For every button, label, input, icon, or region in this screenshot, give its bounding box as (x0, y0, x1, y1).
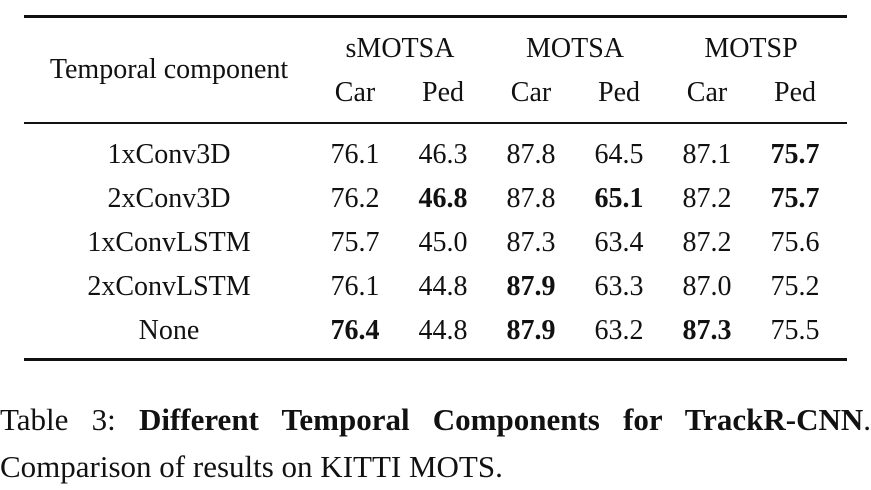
header-subcol: Car (334, 77, 376, 108)
row-label: 1xConv3D (107, 139, 231, 170)
table-bottom-rule (24, 358, 847, 361)
table-cell: 46.3 (418, 139, 468, 170)
table-cell: 63.3 (594, 271, 644, 302)
table-cell: 87.8 (506, 183, 556, 214)
table-cell: 63.2 (594, 315, 644, 346)
header-group-motsp: MOTSP (704, 33, 798, 64)
table-cell: 87.3 (682, 315, 732, 346)
row-label: 2xConvLSTM (87, 271, 251, 302)
table-cell: 87.9 (506, 315, 556, 346)
table-cell: 87.9 (506, 271, 556, 302)
row-label: None (138, 315, 200, 346)
table-cell: 65.1 (594, 183, 644, 214)
table-mid-rule (24, 122, 847, 124)
table-cell: 63.4 (594, 227, 644, 258)
table-cell: 64.5 (594, 139, 644, 170)
header-subcol: Ped (774, 77, 816, 108)
header-subcol: Ped (598, 77, 640, 108)
table-cell: 87.0 (682, 271, 732, 302)
table-top-rule (24, 15, 847, 18)
row-label: 2xConv3D (107, 183, 231, 214)
table-cell: 87.3 (506, 227, 556, 258)
table-cell: 76.2 (330, 183, 380, 214)
table-cell: 87.8 (506, 139, 556, 170)
header-subcol: Ped (422, 77, 464, 108)
table-cell: 76.1 (330, 139, 380, 170)
table-cell: 87.1 (682, 139, 732, 170)
table-cell: 44.8 (418, 315, 468, 346)
table-cell: 75.5 (770, 315, 820, 346)
caption-text: . Comparison of results on KITTI MOTS. (0, 402, 871, 484)
table-caption (0, 396, 871, 490)
table-cell: 75.7 (330, 227, 380, 258)
table-cell: 44.8 (418, 271, 468, 302)
table-cell: 87.2 (682, 183, 732, 214)
caption-prefix: Table 3: (0, 402, 139, 437)
header-subcol: Car (686, 77, 728, 108)
row-label: 1xConvLSTM (87, 227, 251, 258)
header-group-smotsa: sMOTSA (345, 33, 455, 64)
table-cell: 87.2 (682, 227, 732, 258)
table-cell: 45.0 (418, 227, 468, 258)
header-row-label: Temporal component (49, 54, 289, 85)
header-group-motsa: MOTSA (525, 33, 625, 64)
table-cell: 76.4 (330, 315, 380, 346)
header-subcol: Car (510, 77, 552, 108)
table-cell: 75.2 (770, 271, 820, 302)
table-cell: 46.8 (418, 183, 468, 214)
table-cell: 75.6 (770, 227, 820, 258)
caption-title: Different Temporal Components for TrackR-CNN (138, 402, 864, 437)
table-cell: 75.7 (770, 139, 820, 170)
table-cell: 76.1 (330, 271, 380, 302)
table-cell: 75.7 (770, 183, 820, 214)
